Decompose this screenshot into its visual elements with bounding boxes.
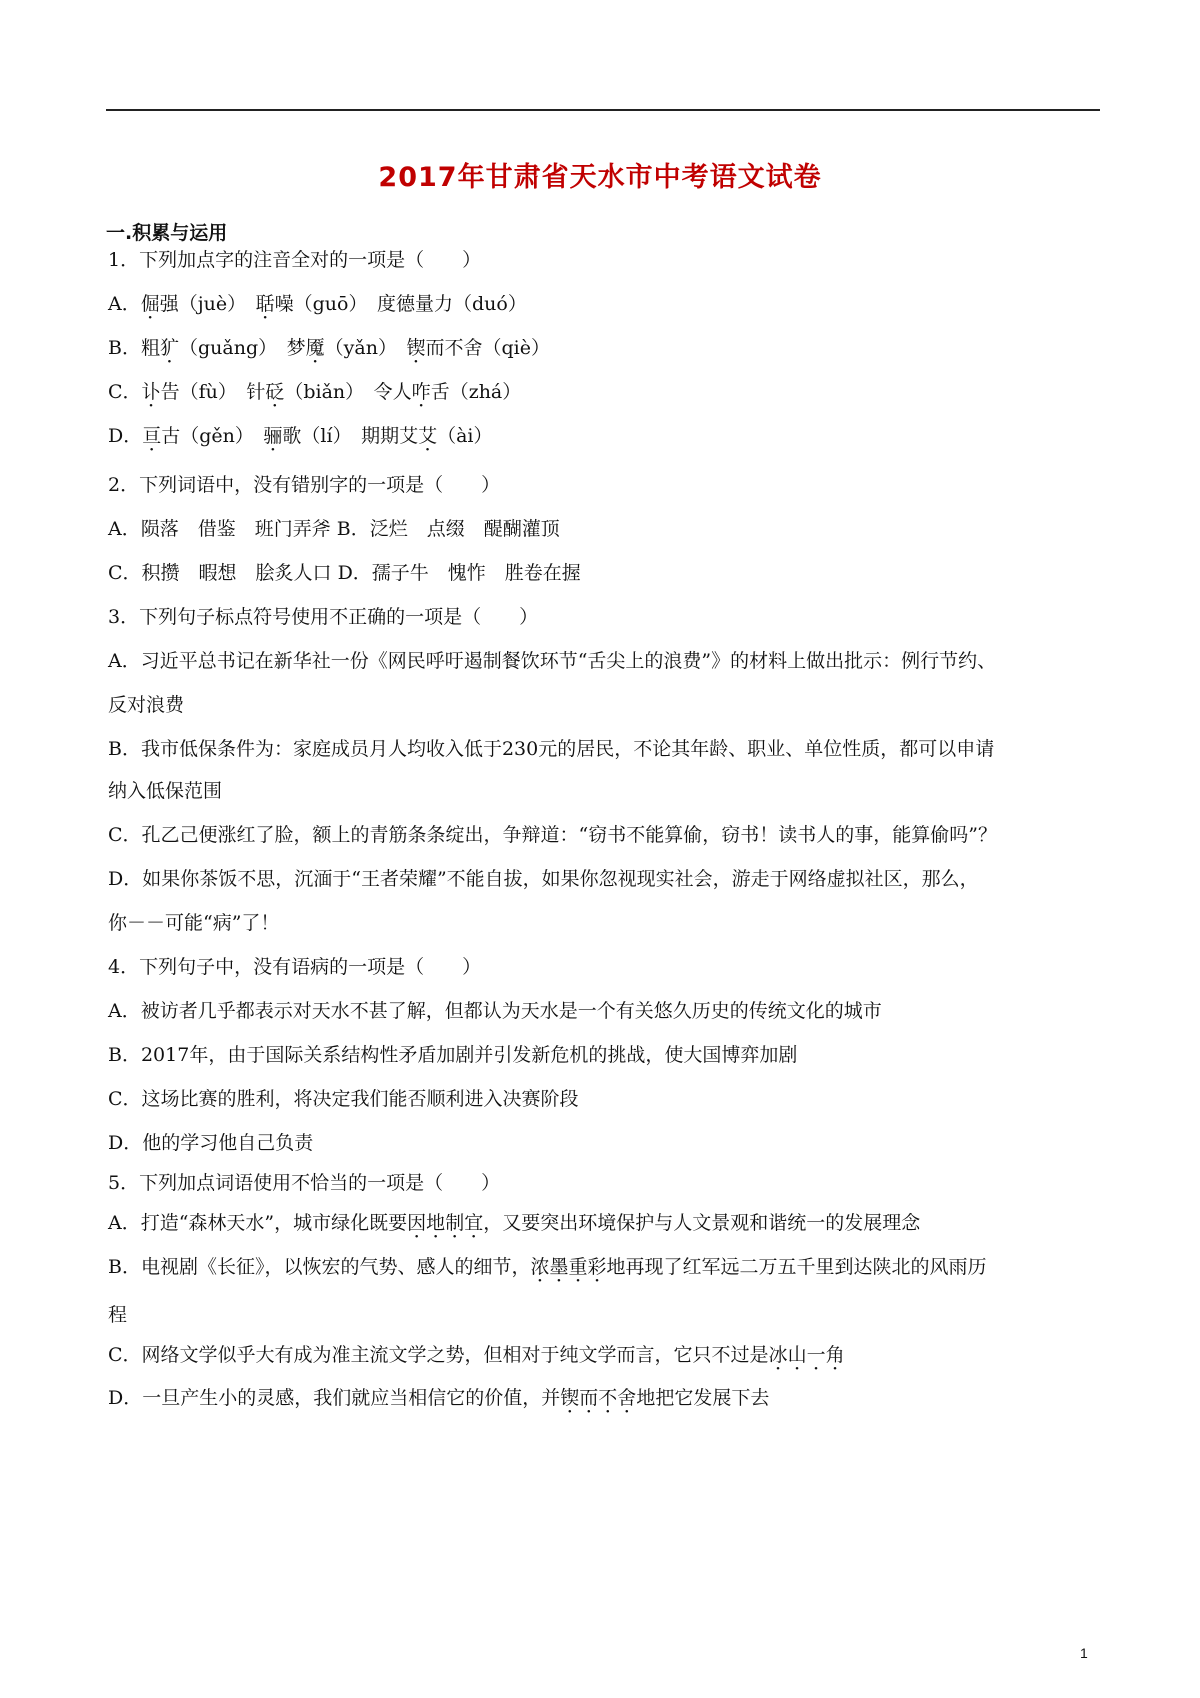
dotted-char: 因 xyxy=(407,1212,427,1234)
q3-option-d-line1: D．如果你茶饭不思，沉湎于“王者荣耀”不能自拔，如果你忽视现实社会，游走于网络虚拟社区，那么， xyxy=(108,868,979,890)
q4-option-c: C．这场比赛的胜利，将决定我们能否顺利进入决赛阶段 xyxy=(108,1088,579,1110)
dotted-char: 不 xyxy=(598,1387,618,1409)
q5-d-dotted-phrase xyxy=(560,1387,636,1409)
q3-option-a-line1: A．习近平总书记在新华社一份《网民呼吁遏制餐饮环节“舌尖上的浪费”》的材料上做出批示：例行节约、 xyxy=(108,650,997,672)
q5-option-a: A．打造“森林天水”，城市绿化既要因地制宜，又要突出环境保护与人文景观和谐统一的发展理念 xyxy=(108,1212,921,1234)
dotted-char: 浓 xyxy=(530,1256,550,1278)
q3-option-c: C．孔乙己便涨红了脸，额上的青筋条条绽出，争辩道：“窃书不能算偷，窃书！读书人的事，能算偷吗”？ xyxy=(108,824,997,846)
dotted-char: 制 xyxy=(445,1212,465,1234)
q4-option-a: A．被访者几乎都表示对天水不甚了解，但都认为天水是一个有关悠久历史的传统文化的城市 xyxy=(108,1000,882,1022)
dotted-char: 冰 xyxy=(768,1344,788,1366)
q4-stem: 4．下列句子中，没有语病的一项是（ ） xyxy=(108,956,482,978)
q5-a-dotted-phrase xyxy=(407,1212,483,1234)
q2-options-ab: A．陨落 借鉴 班门弄斧 B．泛烂 点缀 醍醐灌顶 xyxy=(108,518,560,540)
q1-option-d: D．亘古（gěn） 骊歌（lí） 期期艾艾（ài） xyxy=(108,425,493,447)
dotted-char: 彩 xyxy=(587,1256,607,1278)
q5-option-d: D．一旦产生小的灵感，我们就应当相信它的价值，并锲而不舍地把它发展下去 xyxy=(108,1387,770,1409)
q3-option-b-line1: B．我市低保条件为：家庭成员月人均收入低于230元的居民，不论其年龄、职业、单位性质，都可以申请 xyxy=(108,738,995,760)
q2-options-cd: C．积攒 暇想 脍炙人口 D．孺子牛 愧怍 胜卷在握 xyxy=(108,562,581,584)
q1-stem: 1．下列加点字的注音全对的一项是（ ） xyxy=(108,249,482,271)
q3-stem: 3．下列句子标点符号使用不正确的一项是（ ） xyxy=(108,606,539,628)
dotted-char: 宜 xyxy=(464,1212,484,1234)
q1-option-a: A．倔强（juè） 聒噪（guō） 度德量力（duó） xyxy=(108,293,527,315)
q1-option-b: B．粗犷（guǎng） 梦魇（yǎn） 锲而不舍（qiè） xyxy=(108,337,550,359)
dotted-char: 一 xyxy=(806,1344,826,1366)
q5-stem: 5．下列加点词语使用不恰当的一项是（ ） xyxy=(108,1172,501,1194)
dotted-char: 而 xyxy=(579,1387,599,1409)
dotted-char: 角 xyxy=(825,1344,845,1366)
dotted-char: 山 xyxy=(787,1344,807,1366)
q5-option-b-line2: 程 xyxy=(108,1304,128,1326)
q3-option-b-line2: 纳入低保范围 xyxy=(108,780,223,802)
dotted-char: 地 xyxy=(426,1212,446,1234)
dotted-char: 舍 xyxy=(617,1387,637,1409)
q1-option-c: C．讣告（fù） 针砭（biǎn） 令人咋舌（zhá） xyxy=(108,381,522,403)
q4-option-d: D．他的学习他自己负责 xyxy=(108,1132,314,1154)
q3-option-d-line2: 你－－可能“病”了！ xyxy=(108,912,280,934)
q5-option-c: C．网络文学似乎大有成为准主流文学之势，但相对于纯文学而言，它只不过是冰山一角 xyxy=(108,1344,845,1366)
q5-option-b: B．电视剧《长征》，以恢宏的气势、感人的细节，浓墨重彩地再现了红军远二万五千里到达陕北的风雨历 xyxy=(108,1256,987,1278)
q3-option-a-line2: 反对浪费 xyxy=(108,694,185,716)
q4-option-b: B．2017年，由于国际关系结构性矛盾加剧并引发新危机的挑战，使大国博弈加剧 xyxy=(108,1044,798,1066)
page-number: 1 xyxy=(1080,1645,1088,1661)
dotted-char: 重 xyxy=(568,1256,588,1278)
q5-b-dotted-phrase xyxy=(530,1256,606,1278)
document-title: 2017年甘肃省天水市中考语文试卷 xyxy=(378,162,822,193)
q5-c-dotted-phrase xyxy=(769,1344,845,1366)
header-rule xyxy=(106,109,1100,111)
dotted-char: 墨 xyxy=(549,1256,569,1278)
q2-stem: 2．下列词语中，没有错别字的一项是（ ） xyxy=(108,474,501,496)
section-heading: 一.积累与运用 xyxy=(106,222,228,244)
dotted-char: 锲 xyxy=(560,1387,580,1409)
